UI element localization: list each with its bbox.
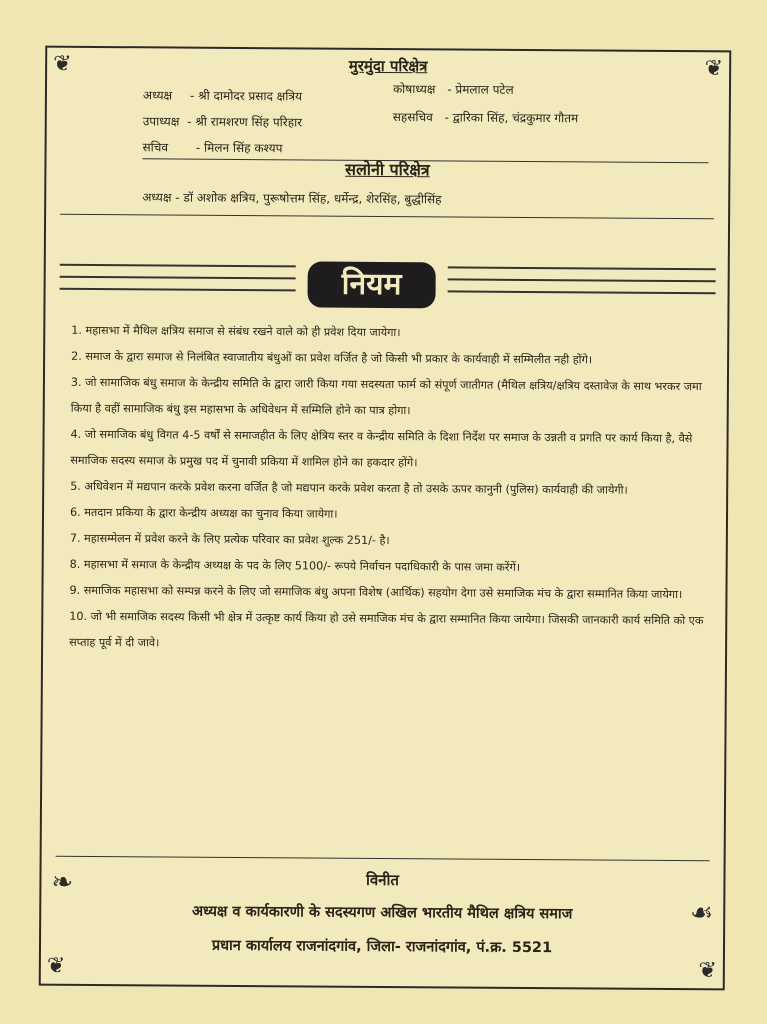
closing-line1: अध्यक्ष व कार्यकारणी के सदस्यगण अखिल भारतीय मैथिल क्षत्रिय समाज <box>191 903 573 923</box>
heading-stripe <box>448 266 716 270</box>
divider <box>56 856 710 862</box>
office-role: सचिव <box>142 140 169 155</box>
rule-item: 4. जो समाजिक बंधु विगत 4-5 वर्षों से समाजहीत के लिए क्षेत्रिय स्तर व केन्द्रीय समिति के दिशा निर्देश पर समाज के उन्नती व प्रगति पर कार्य किया है, वैसे समाजिक सदस्य समाज के प्रमुख पद में चुनावी प्रकिया में शामिल होने का हकदार होंगे। <box>70 427 693 470</box>
floral-ornament-icon: ❦ <box>704 56 724 82</box>
floral-ornament-icon: ❦ <box>698 958 717 984</box>
office-name: - श्री दामोदर प्रसाद क्षत्रिय <box>189 88 303 104</box>
rule-item: 8. महासभा में समाज के केन्द्रीय अध्यक्ष के पद के लिए 5100/- रूपये निर्वाचन पदाधिकारी के पास जमा करेंगें। <box>69 557 521 574</box>
closing-vinit: विनीत <box>365 870 400 890</box>
saloni-title: सलोनी परिक्षेत्र <box>345 159 430 180</box>
office-name: - प्रेमलाल पटेल <box>447 82 514 97</box>
office-role: सहसचिव <box>392 110 433 125</box>
rule-item: 2. समाज के द्वारा समाज से निलंबित स्वाजातीय बंधुओं का प्रवेश वर्जित है जो किसी भी प्रकार के कार्यवाही में सम्मिलीत नही होंगे। <box>71 349 593 367</box>
rule-item: 3. जो सामाजिक बंधु समाज के केन्द्रीय समिति के द्वारा जारी किया गया सदस्यता फार्म को संपूर्ण जातीगत (मैथिल क्षत्रिय/क्षत्रिय दस्तावेज के साथ भरकर जमा किया है वहीं सामाजिक बंधु इस महासभा के अधिवेधन में सम्मिलि होने का पात्र होगा। <box>70 375 702 418</box>
murmunda-title: मुरमुंदा परिक्षेत्र <box>348 56 428 76</box>
floral-ornament-icon: ❦ <box>46 953 66 979</box>
heading-stripe <box>448 278 716 282</box>
office-koshadhyaksh <box>393 80 514 98</box>
office-name: - मिलन सिंह कश्यप <box>195 140 283 156</box>
office-sachiv <box>143 138 283 156</box>
closing-line2: प्रधान कार्यालय राजनांदगांव, जिला- राजनांदगांव, पं.क्र. 5521 <box>211 937 553 957</box>
rule-item: 9. समाजिक महासभा को सम्पन्न करने के लिए जो समाजिक बंधु अपना विशेष (आर्थिक) सहयोग देगा उसे समाजिक मंच के द्वारा सम्मानित किया जायेगा। <box>69 583 683 602</box>
niyam-heading: नियम <box>307 261 435 308</box>
rule-item: 10. जो भी समाजिक सदस्य किसी भी क्षेत्र में उत्कृष्ट कार्य किया हो उसे समाजिक मंच के द्वारा सम्मानित किया जायेगा। जिसकी जानकारी कार्य समिति को एक सप्ताह पूर्व में दी जावे। <box>69 609 704 650</box>
notice-sheet <box>39 46 732 991</box>
heading-stripe <box>60 264 296 268</box>
heading-stripe <box>448 290 716 294</box>
niyam-heading-band <box>45 260 727 315</box>
office-name: - द्वारिका सिंह, चंद्रकुमार गौतम <box>444 110 579 126</box>
office-role: कोषाध्यक्ष <box>392 82 436 97</box>
office-adhyaksh <box>143 86 302 104</box>
heading-stripe <box>60 276 296 280</box>
saloni-members: अध्यक्ष - डॉ अशोक क्षत्रिय, पुरूषोत्तम सिंह, धर्मेन्द्र, शेरसिंह, बुद्धीसिंह <box>142 190 442 207</box>
rule-item: 6. मतदान प्रकिया के द्वारा केन्द्रीय अध्यक्ष का चुनाव किया जायेगा। <box>69 505 338 521</box>
office-role: उपाध्यक्ष <box>142 114 180 129</box>
office-name: - श्री रामशरण सिंह परिहार <box>187 114 303 130</box>
floral-flourish-icon: ❧ <box>51 867 74 898</box>
rule-item: 5. अधिवेशन में मद्यपान करके प्रवेश करना वर्जित है जो मद्यपान करके प्रवेश करता है तो उसके ऊपर कानुनी (पुलिस) कार्यवाही की जायेगी। <box>70 479 628 497</box>
office-sahsachiv <box>393 108 579 126</box>
rules-list <box>69 318 711 660</box>
floral-flourish-icon: ☙ <box>689 898 714 929</box>
rule-item: 7. महासम्मेलन में प्रवेश करने के लिए प्रत्येक परिवार का प्रवेश शुल्क 251/- है। <box>69 531 390 548</box>
floral-ornament-icon: ❦ <box>53 51 72 77</box>
rule-item: 1. महासभा में मैथिल क्षत्रिय समाज से संबंध रखने वाले को ही प्रवेश दिया जायेगा। <box>71 323 401 340</box>
divider <box>60 214 714 220</box>
office-role: अध्यक्ष <box>142 88 173 103</box>
heading-stripe <box>60 288 296 292</box>
office-upadhyaksh <box>143 112 302 130</box>
